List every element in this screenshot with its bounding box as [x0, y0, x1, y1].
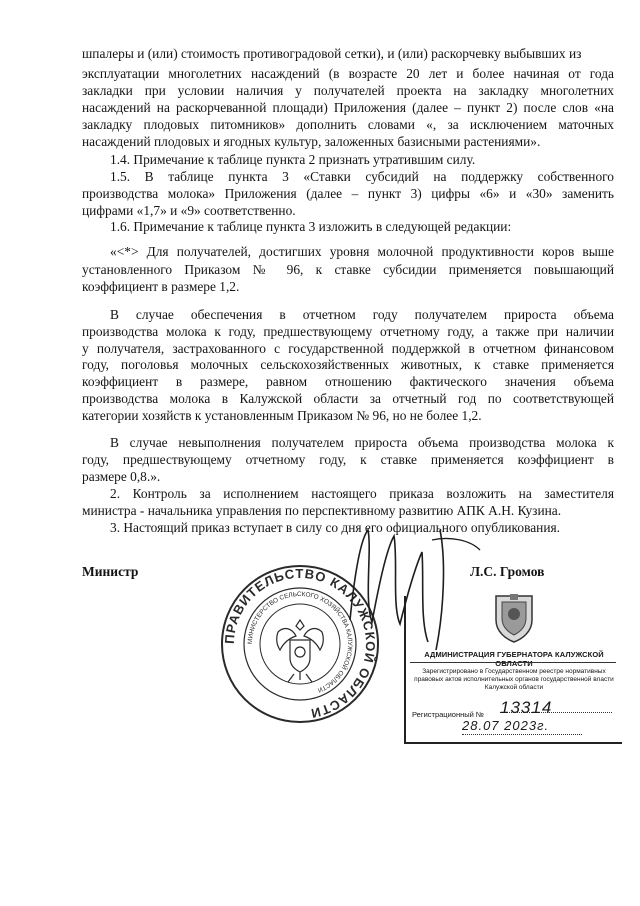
body-line: установленного Приказом № 96, к ставке субсидии применяется повышающий: [82, 262, 614, 277]
handwritten-signature: [320, 510, 500, 660]
body-line: цифрами «1,7» и «9» соответственно.: [82, 203, 296, 218]
body-line: насаждений плодовых и ягодных культур, заложенных базисными растениями».: [82, 134, 541, 149]
body-line: коэффициент в размере 1,2.: [82, 279, 240, 294]
body-line: коэффициент в размере, равном отношению фактического значения объема: [82, 374, 614, 389]
body-line: производства молока в Калужской области за отчетный год по соответствующей: [82, 391, 614, 406]
body-line: году, поголовья молочных сельскохозяйственных животных, к ставке применяется: [82, 357, 614, 372]
signer-position: Министр: [82, 564, 139, 579]
stamp-outer-text: ПРАВИТЕЛЬСТВО КАЛУЖСКОЙ ОБЛАСТИ: [221, 565, 379, 722]
body-line: закладку плодовых питомников» дополнить словами «, за исключением маточных: [82, 117, 614, 132]
body-line: 3. Настоящий приказ вступает в силу со дня его официального опубликования.: [110, 520, 560, 535]
registration-number: 13314: [500, 698, 553, 717]
body-line: 1.6. Примечание к таблице пункта 3 изложить в следующей редакции:: [110, 219, 512, 234]
body-line: закладки при условии наличия у получателей проекта на закладку многолетних: [82, 83, 614, 98]
body-line: категории хозяйств к установленным Приказом № 96, но не более 1,2.: [82, 408, 482, 423]
stamp-inner-text: МИНИСТЕРСТВО СЕЛЬСКОГО ХОЗЯЙСТВА КАЛУЖСКОЙ ОБЛАСТИ: [246, 590, 354, 694]
divider: [462, 734, 582, 735]
registration-text: Зарегистрировано в Государственном реестре нормативных правовых актов исполнительных органов государственной власти Калужской области: [414, 668, 614, 691]
body-line: производства молока» Приложения (далее – пункт 3) цифры «6» и «30» заменить: [82, 186, 614, 201]
body-line: размере 0,8.».: [82, 469, 161, 484]
body-line: насаждений на раскорчеванной площади) Приложения (далее – пункт 2) после слов «на: [82, 100, 614, 115]
body-line: «<*> Для получателей, достигших уровня молочной продуктивности коров выше: [110, 244, 614, 259]
body-line: году, предшествующему отчетному году, к ставке применяется коэффициент в: [82, 452, 614, 467]
body-line: В случае обеспечения в отчетном году получателем прироста объема: [110, 307, 614, 322]
body-line: 1.4. Примечание к таблице пункта 2 признать утратившим силу.: [110, 152, 476, 167]
registration-number-label: Регистрационный №: [412, 710, 484, 719]
body-line: производства молока к году, предшествующему отчетному году, а также при наличии: [82, 324, 614, 339]
body-line: шпалеры и (или) стоимость противоградовой сетки), и (или) раскорчевку выбывших из: [82, 46, 582, 61]
divider: [410, 662, 616, 663]
registration-date: 28.07 2023г.: [462, 718, 550, 733]
body-line: 1.5. В таблице пункта 3 «Ставки субсидий на поддержку собственного: [110, 169, 614, 184]
body-line: эксплуатации многолетних насаждений (в возрасте 20 лет и более начиная от года: [82, 66, 614, 81]
body-line: 2. Контроль за исполнением настоящего приказа возложить на заместителя: [110, 486, 614, 501]
body-line: у получателя, застрахованного с государственной поддержкой в отчетном финансовом: [82, 341, 614, 356]
body-line: министра - начальника управления по перспективному развитию АПК А.Н. Кузина.: [82, 503, 562, 518]
signer-name: Л.С. Громов: [470, 564, 545, 579]
registration-title: АДМИНИСТРАЦИЯ ГУБЕРНАТОРА КАЛУЖСКОЙ ОБЛАСТИ: [424, 650, 604, 668]
body-line: В случае невыполнения получателем прироста объема производства молока к: [110, 435, 614, 450]
